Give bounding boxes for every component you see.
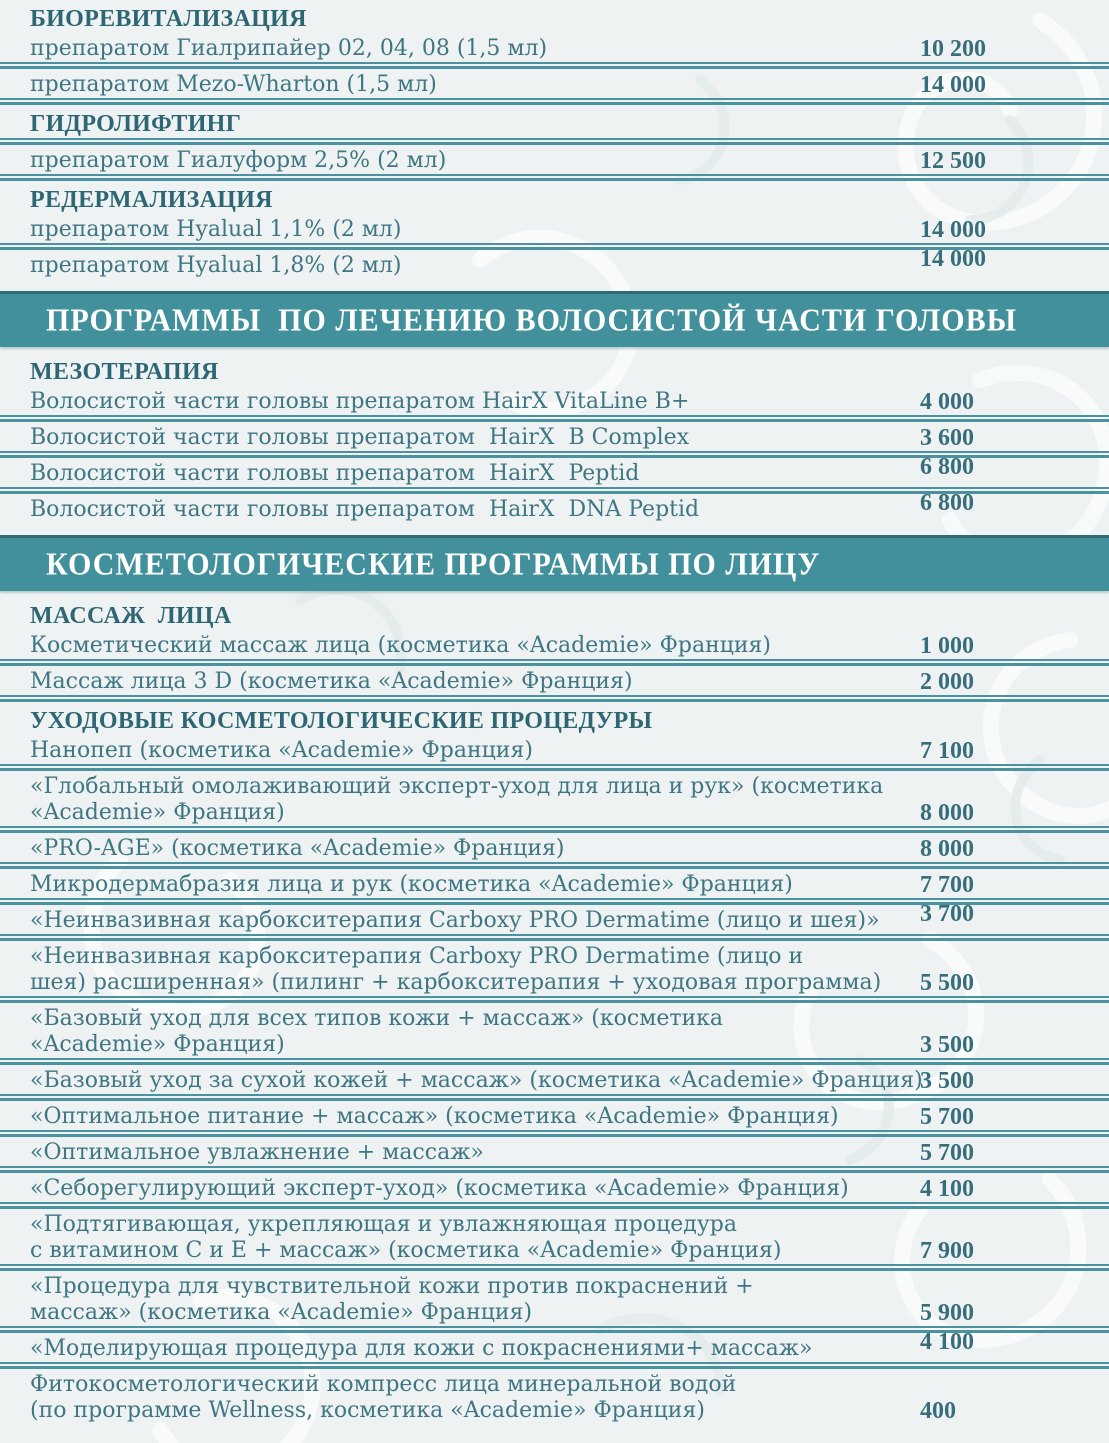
price-value: 3 700: [920, 901, 974, 927]
service-name-line: «Базовый уход для всех типов кожи + массаж» (косметика: [30, 1006, 724, 1031]
section-subheader-label: БИОРЕВИТАЛИЗАЦИЯ: [30, 6, 307, 32]
price-row: [0, 1372, 1109, 1424]
section-subheader: [0, 708, 1109, 734]
price-row: [0, 246, 1109, 279]
row-separator: [0, 1202, 1109, 1209]
price-row: [0, 1212, 1109, 1264]
price-row: [0, 148, 1109, 174]
price-value: 4 000: [920, 389, 974, 415]
price-value: 1 000: [920, 633, 974, 659]
section-subheader-label: УХОДОВЫЕ КОСМЕТОЛОГИЧЕСКИЕ ПРОЦЕДУРЫ: [30, 708, 653, 734]
price-row: [0, 836, 1109, 862]
service-name: [30, 148, 920, 174]
price-row: [0, 1140, 1109, 1166]
service-name: [30, 738, 920, 764]
service-name-line: препаратом Mezo-Wharton (1,5 мл): [30, 72, 437, 97]
service-name: [30, 425, 920, 451]
row-separator: [0, 695, 1109, 702]
row-separator: [0, 138, 1109, 145]
price-value: 6 800: [920, 454, 974, 480]
service-name: [30, 497, 920, 523]
service-name: [30, 1140, 920, 1166]
section-banner: [0, 535, 1109, 591]
price-value: 10 200: [920, 36, 986, 62]
service-name-line: «Базовый уход за сухой кожей + массаж» (косметика «Academie» Франция): [30, 1068, 923, 1093]
price-row: [0, 454, 1109, 487]
row-separator: [0, 174, 1109, 181]
service-name-line: массаж» (косметика «Academie» Франция): [30, 1300, 533, 1325]
price-value: 14 000: [920, 72, 986, 98]
row-separator: [0, 659, 1109, 666]
price-row: [0, 944, 1109, 996]
row-separator: [0, 826, 1109, 833]
service-name: [30, 944, 920, 996]
price-row: [0, 738, 1109, 764]
section-subheader-label: РЕДЕРМАЛИЗАЦИЯ: [30, 187, 273, 213]
service-name-line: «Глобальный омолаживающий эксперт-уход для лица и рук» (косметика: [30, 774, 884, 799]
service-name-line: Микродермабразия лица и рук (косметика «Academie» Франция): [30, 872, 793, 897]
section-subheader-label: ГИДРОЛИФТИНГ: [30, 111, 242, 137]
service-name: [30, 1104, 920, 1130]
row-separator: [0, 934, 1109, 941]
service-name: [30, 389, 920, 415]
row-separator: [0, 996, 1109, 1003]
row-separator: [0, 1130, 1109, 1137]
service-name: [30, 217, 920, 243]
price-value: 14 000: [920, 217, 986, 243]
price-row: [0, 633, 1109, 659]
section-banner-label: ПРОГРАММЫ ПО ЛЕЧЕНИЮ ВОЛОСИСТОЙ ЧАСТИ ГОЛОВЫ: [46, 302, 1018, 338]
service-name: [30, 72, 920, 98]
service-name-line: Нанопеп (косметика «Academie» Франция): [30, 738, 533, 763]
service-name-line: шея) расширенная» (пилинг + карбокситерапия + уходовая программа): [30, 970, 882, 995]
service-name-line: (по программе Wellness, косметика «Academie» Франция): [30, 1398, 705, 1423]
service-name: [30, 1212, 920, 1264]
price-row: [0, 1176, 1109, 1202]
price-value: 6 800: [920, 490, 974, 516]
service-name-line: «Оптимальное увлажнение + массаж»: [30, 1140, 484, 1165]
price-row: [0, 1068, 1109, 1094]
service-name: [30, 774, 920, 826]
section-banner: [0, 291, 1109, 347]
service-name: [30, 1006, 920, 1058]
service-name-line: Косметический массаж лица (косметика «Academie» Франция): [30, 633, 772, 658]
service-name: [30, 633, 920, 659]
price-value: 5 500: [920, 970, 974, 996]
service-name-line: препаратом Hyalual 1,8% (2 мл): [30, 253, 402, 278]
price-value: 5 700: [920, 1104, 974, 1130]
service-name-line: Волосистой части головы препаратом HairX VitaLine B+: [30, 389, 690, 414]
price-row: [0, 36, 1109, 62]
price-value: 4 100: [920, 1176, 974, 1202]
price-row: [0, 1006, 1109, 1058]
price-value: 14 000: [920, 246, 986, 272]
service-name: [30, 872, 920, 898]
service-name-line: Фитокосметологический компресс лица минеральной водой: [30, 1372, 737, 1397]
price-value: 7 100: [920, 738, 974, 764]
service-name-line: Волосистой части головы препаратом HairX DNA Peptid: [30, 497, 700, 522]
service-name-line: «Себорегулирующий эксперт-уход» (косметика «Academie» Франция): [30, 1176, 849, 1201]
service-name-line: «Подтягивающая, укрепляющая и увлажняющая процедура: [30, 1212, 737, 1237]
price-row: [0, 774, 1109, 826]
row-separator: [0, 1094, 1109, 1101]
row-separator: [0, 1058, 1109, 1065]
price-row: [0, 669, 1109, 695]
service-name: [30, 669, 920, 695]
price-row: [0, 72, 1109, 98]
service-name-line: «Academie» Франция): [30, 800, 285, 825]
price-row: [0, 425, 1109, 451]
price-row: [0, 901, 1109, 934]
price-value: 8 000: [920, 800, 974, 826]
price-row: [0, 217, 1109, 243]
price-value: 7 900: [920, 1238, 974, 1264]
price-value: 8 000: [920, 836, 974, 862]
service-name-line: «Неинвазивная карбокситерапия Carboxy PRO Dermatime (лицо и шея)»: [30, 908, 880, 933]
service-name: [30, 461, 920, 487]
price-value: 3 500: [920, 1032, 974, 1058]
price-value: 5 900: [920, 1300, 974, 1326]
price-row: [0, 1104, 1109, 1130]
price-value: 4 100: [920, 1329, 974, 1355]
service-name-line: «Academie» Франция): [30, 1032, 285, 1057]
section-subheader: [0, 603, 1109, 629]
service-name: [30, 836, 920, 862]
section-subheader-label: МЕЗОТЕРАПИЯ: [30, 359, 219, 385]
row-separator: [0, 1166, 1109, 1173]
row-separator: [0, 862, 1109, 869]
service-name: [30, 908, 920, 934]
price-row: [0, 389, 1109, 415]
service-name-line: «Процедура для чувствительной кожи против покраснений +: [30, 1274, 754, 1299]
section-subheader: [0, 111, 1109, 137]
service-name-line: «Моделирующая процедура для кожи с покраснениями+ массаж»: [30, 1336, 813, 1361]
service-name-line: Волосистой части головы препаратом HairX B Complex: [30, 425, 690, 450]
service-name-line: «Оптимальное питание + массаж» (косметика «Academie» Франция): [30, 1104, 839, 1129]
section-subheader: [0, 6, 1109, 32]
row-separator: [0, 415, 1109, 422]
service-name: [30, 36, 920, 62]
service-name: [30, 1176, 920, 1202]
price-value: 3 500: [920, 1068, 974, 1094]
service-name: [30, 1068, 923, 1094]
service-name-line: Волосистой части головы препаратом HairX Peptid: [30, 461, 640, 486]
price-row: [0, 490, 1109, 523]
service-name: [30, 1372, 920, 1424]
section-banner-label: КОСМЕТОЛОГИЧЕСКИЕ ПРОГРАММЫ ПО ЛИЦУ: [46, 546, 821, 582]
price-row: [0, 872, 1109, 898]
price-row: [0, 1274, 1109, 1326]
section-subheader-label: МАССАЖ ЛИЦА: [30, 603, 232, 629]
price-value: 3 600: [920, 425, 974, 451]
row-separator: [0, 62, 1109, 69]
service-name-line: препаратом Гиалрипайер 02, 04, 08 (1,5 мл): [30, 36, 548, 61]
row-separator: [0, 98, 1109, 105]
price-value: 7 700: [920, 872, 974, 898]
section-subheader: [0, 359, 1109, 385]
price-row: [0, 1329, 1109, 1362]
service-name: [30, 253, 920, 279]
service-name-line: Массаж лица 3 D (косметика «Academie» Франция): [30, 669, 633, 694]
price-value: 12 500: [920, 148, 986, 174]
row-separator: [0, 1264, 1109, 1271]
service-name-line: препаратом Hyalual 1,1% (2 мл): [30, 217, 402, 242]
row-separator: [0, 764, 1109, 771]
price-value: 2 000: [920, 669, 974, 695]
service-name-line: «PRO-AGE» (косметика «Academie» Франция): [30, 836, 565, 861]
service-name: [30, 1274, 920, 1326]
service-name-line: с витамином С и Е + массаж» (косметика «Academie» Франция): [30, 1238, 782, 1263]
service-name-line: «Неинвазивная карбокситерапия Carboxy PRO Dermatime (лицо и: [30, 944, 804, 969]
section-subheader: [0, 187, 1109, 213]
service-name-line: препаратом Гиалуформ 2,5% (2 мл): [30, 148, 447, 173]
row-separator: [0, 1362, 1109, 1369]
price-value: 5 700: [920, 1140, 974, 1166]
service-name: [30, 1336, 920, 1362]
price-value: 400: [920, 1398, 956, 1424]
